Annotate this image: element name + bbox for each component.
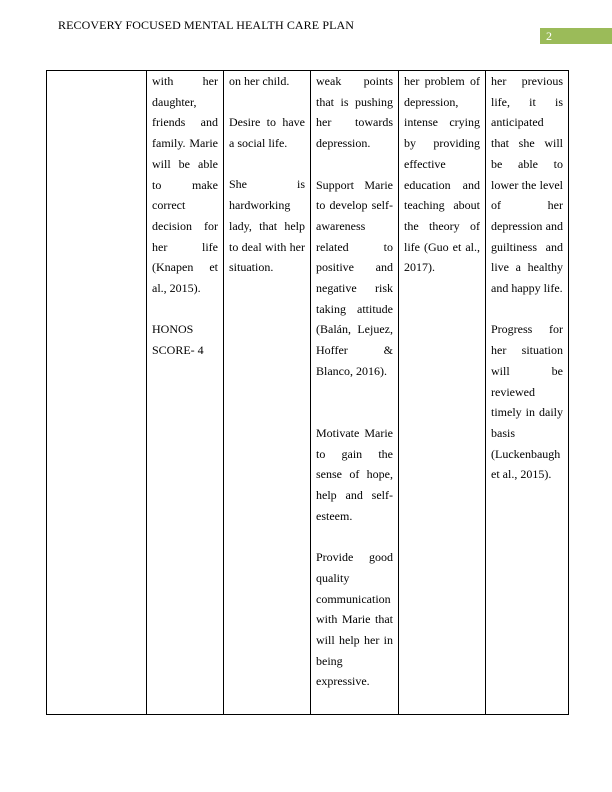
care-plan-table: [46, 70, 569, 715]
cell-paragraph: with her daughter, friends and family. Marie will be able to make correct decision for her life (Knapen et al., 2015).: [152, 74, 218, 296]
table-cell-col5: [399, 71, 486, 715]
table-cell-col1: [47, 71, 147, 715]
cell-paragraph: Motivate Marie to gain the sense of hope, help and self-esteem.: [316, 425, 393, 523]
table-cell-col4: [311, 71, 399, 715]
cell-paragraph: weak points that is pushing her towards depression.: [316, 74, 393, 151]
table-row: [47, 71, 569, 715]
table-cell-col6: [486, 71, 569, 715]
table-cell-col2: [147, 71, 224, 715]
cell-paragraph: on her child.: [229, 74, 290, 88]
cell-paragraph: Desire to have a social life.: [229, 115, 305, 151]
cell-paragraph: Provide good quality communication with Marie that will help her in being expressive.: [316, 550, 393, 689]
cell-paragraph: her problem of depression, intense crying by providing effective education and teaching about the theory of life (Guo et al., 2017).: [404, 74, 480, 275]
cell-paragraph: Support Marie to develop self-awareness related to positive and negative risk taking attitude (Balán, Lejuez, Hoffer & Blanco, 2016).: [316, 177, 393, 378]
running-header-title: RECOVERY FOCUSED MENTAL HEALTH CARE PLAN: [58, 18, 355, 32]
cell-paragraph: her previous life, it is anticipated that she will be able to lower the level of her depression and guiltiness and live a healthy and happy life.: [491, 74, 563, 296]
cell-paragraph: She is hardworking lady, that help to deal with her situation.: [229, 177, 305, 275]
honos-score: HONOS SCORE- 4: [152, 322, 204, 358]
cell-paragraph: Progress for her situation will be reviewed timely in daily basis (Luckenbaugh et al., 2015).: [491, 322, 563, 482]
page-number-badge: 2: [540, 28, 612, 44]
table-cell-col3: [224, 71, 311, 715]
